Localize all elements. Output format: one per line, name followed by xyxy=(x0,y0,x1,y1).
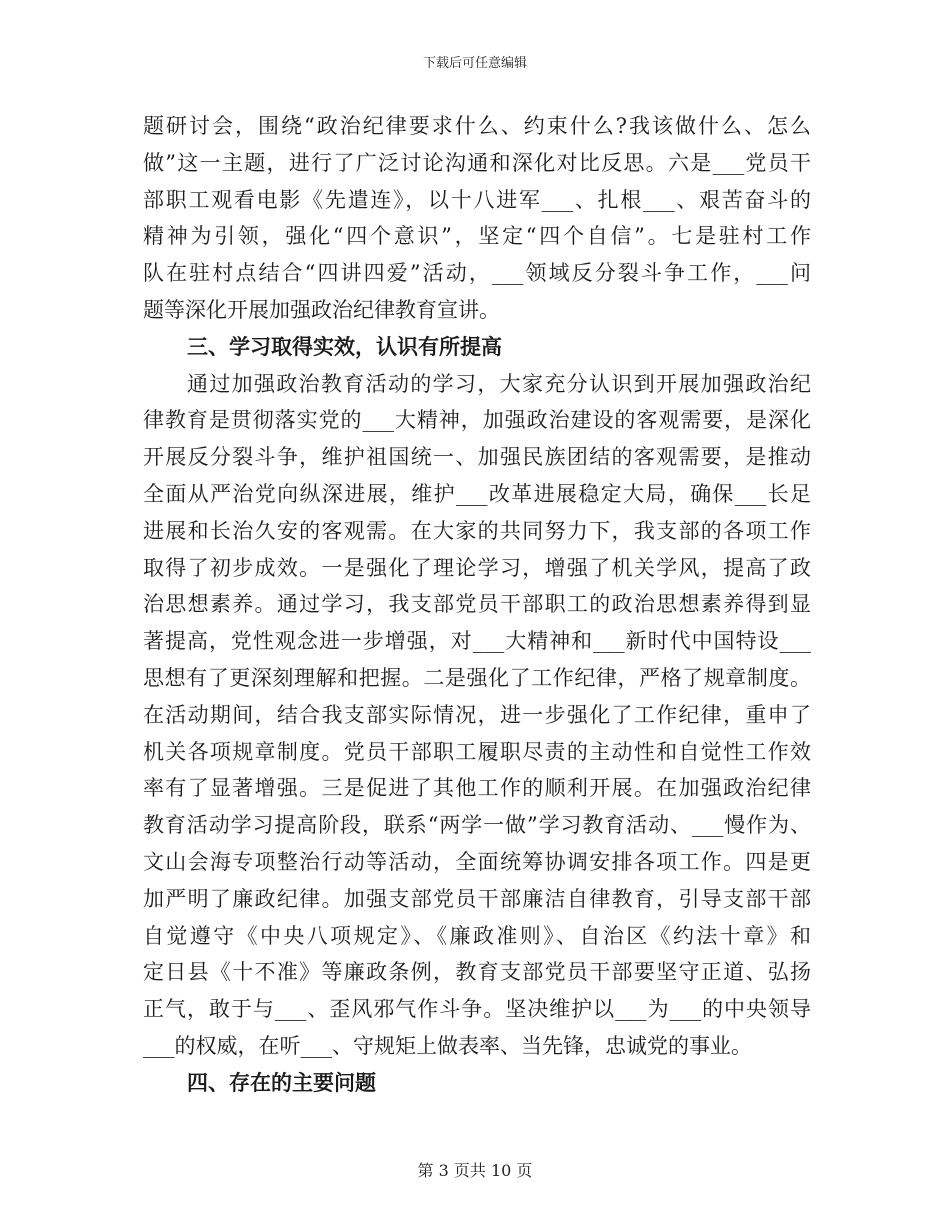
paragraph-line: 著提高，党性观念进一步增强，对___大精神和___新时代中国特设___ xyxy=(143,629,811,654)
section-heading: 三、学习取得实效，认识有所提高 xyxy=(187,333,502,359)
paragraph-line: 率有了显著增强。三是促进了其他工作的顺利开展。在加强政治纪律 xyxy=(143,776,811,801)
paragraph-line: 部职工观看电影《先遣连》，以十八进军___、扎根___、艰苦奋斗的 xyxy=(143,187,811,212)
paragraph-line: 思想有了更深刻理解和把握。二是强化了工作纪律，严格了规章制度。 xyxy=(143,665,811,690)
paragraph-line: 题研讨会，围绕“政治纪律要求什么、约束什么?我该做什么、怎么 xyxy=(143,114,811,138)
paragraph-line: 自觉遵守《中央八项规定》、《廉政准则》、自治区《约法十章》和 xyxy=(143,923,811,948)
page-header: 下载后可任意编辑 xyxy=(422,56,527,71)
paragraph-line: 定日县《十不准》等廉政条例，教育支部党员干部要坚守正道、弘扬 xyxy=(143,960,811,985)
paragraph-line: 机关各项规章制度。党员干部职工履职尽责的主动性和自觉性工作效 xyxy=(143,739,811,764)
paragraph-line: 通过加强政治教育活动的学习，大家充分认识到开展加强政治纪 xyxy=(187,371,811,396)
paragraph-line: 律教育是贯彻落实党的___大精神，加强政治建设的客观需要，是深化 xyxy=(143,408,811,433)
paragraph-line: ___的权威，在听___、守规矩上做表率、当先锋，忠诚党的事业。 xyxy=(143,1033,752,1058)
page-footer: 第 3 页共 10 页 xyxy=(417,1161,533,1180)
paragraph-line: 开展反分裂斗争，维护祖国统一、加强民族团结的客观需要，是推动 xyxy=(143,445,811,470)
paragraph-line: 正气，敢于与___、歪风邪气作斗争。坚决维护以___为___的中央领导 xyxy=(143,997,811,1022)
paragraph-line: 加严明了廉政纪律。加强支部党员干部廉洁自律教育，引导支部干部 xyxy=(143,886,811,911)
paragraph-line: 题等深化开展加强政治纪律教育宣讲。 xyxy=(143,297,500,322)
paragraph-line: 精神为引领，强化“四个意识”，坚定“四个自信”。七是驻村工作 xyxy=(143,224,811,249)
paragraph-line: 做”这一主题，进行了广泛讨论沟通和深化对比反思。六是___党员干 xyxy=(143,150,811,175)
paragraph-line: 治思想素养。通过学习，我支部党员干部职工的政治思想素养得到显 xyxy=(143,592,811,617)
section-heading: 四、存在的主要问题 xyxy=(187,1069,376,1095)
paragraph-line: 在活动期间，结合我支部实际情况，进一步强化了工作纪律，重申了 xyxy=(143,702,811,727)
paragraph-line: 全面从严治党向纵深进展，维护___改革进展稳定大局，确保___长足 xyxy=(143,481,811,506)
document-body xyxy=(143,108,811,1102)
paragraph-line: 队在驻村点结合“四讲四爱”活动，___领域反分裂斗争工作，___问 xyxy=(143,261,811,286)
paragraph-line: 教育活动学习提高阶段，联系“两学一做”学习教育活动、___慢作为、 xyxy=(143,813,811,838)
paragraph-line: 文山会海专项整治行动等活动，全面统筹协调安排各项工作。四是更 xyxy=(143,849,811,874)
paragraph-line: 取得了初步成效。一是强化了理论学习，增强了机关学风，提高了政 xyxy=(143,555,811,580)
paragraph-line: 进展和长治久安的客观需。在大家的共同努力下，我支部的各项工作 xyxy=(143,518,811,543)
